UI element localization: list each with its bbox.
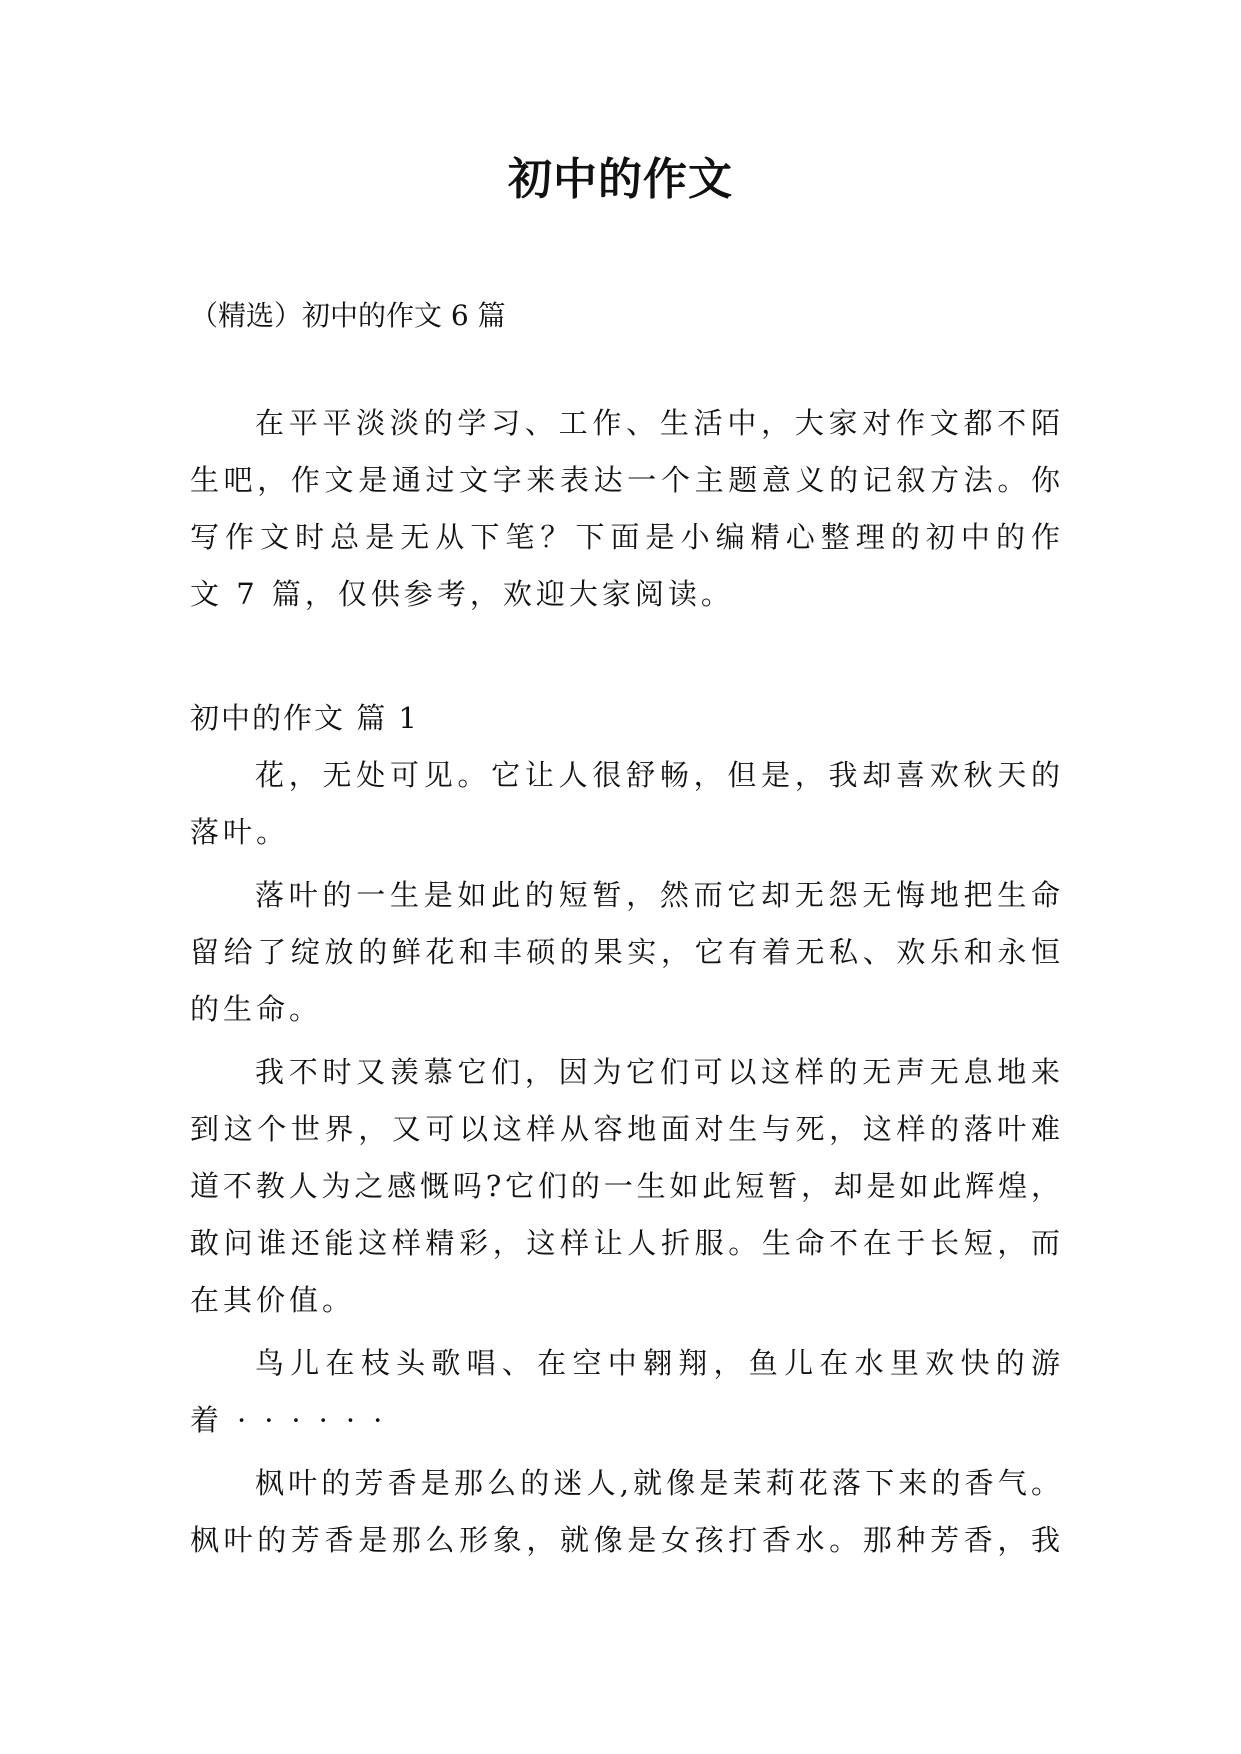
body-line-10: 在其价值。 [190,1283,356,1317]
body-line-12: 着······ [190,1403,401,1437]
body-line-4: 留给了绽放的鲜花和丰硕的果实，它有着无私、欢乐和永恒 [190,935,1060,969]
intro-line-4: 文 7 篇，仅供参考，欢迎大家阅读。 [190,577,734,611]
body-line-14: 枫叶的芳香是那么形象，就像是女孩打香水。那种芳香，我 [190,1523,1060,1557]
body-line-3: 落叶的一生是如此的短暂，然而它却无怨无悔地把生命 [255,878,1060,912]
body-line-2: 落叶。 [190,815,290,849]
page-title: 初中的作文 [508,154,733,205]
body-line-6: 我不时又羡慕它们，因为它们可以这样的无声无息地来 [255,1055,1060,1089]
intro-line-3: 写作文时总是无从下笔？下面是小编精心整理的初中的作 [190,520,1060,554]
body-line-7: 到这个世界，又可以这样从容地面对生与死，这样的落叶难 [190,1112,1060,1146]
body-line-11: 鸟儿在枝头歌唱、在空中翱翔，鱼儿在水里欢快的游 [255,1346,1060,1380]
body-line-9: 敢问谁还能这样精彩，这样让人折服。生命不在于长短，而 [190,1226,1060,1260]
body-line-5: 的生命。 [190,992,323,1026]
body-line-1: 花，无处可见。它让人很舒畅，但是，我却喜欢秋天的 [255,758,1060,792]
section-heading: 初中的作文 篇 1 [190,701,419,735]
intro-line-2: 生吧，作文是通过文字来表达一个主题意义的记叙方法。你 [190,463,1060,497]
intro-line-1: 在平平淡淡的学习、工作、生活中，大家对作文都不陌 [255,406,1060,440]
document-subtitle: （精选）初中的作文 6 篇 [190,299,506,332]
body-line-13: 枫叶的芳香是那么的迷人,就像是茉莉花落下来的香气。 [255,1466,1060,1500]
body-line-8: 道不教人为之感慨吗?它们的一生如此短暂，却是如此辉煌， [190,1169,1060,1203]
